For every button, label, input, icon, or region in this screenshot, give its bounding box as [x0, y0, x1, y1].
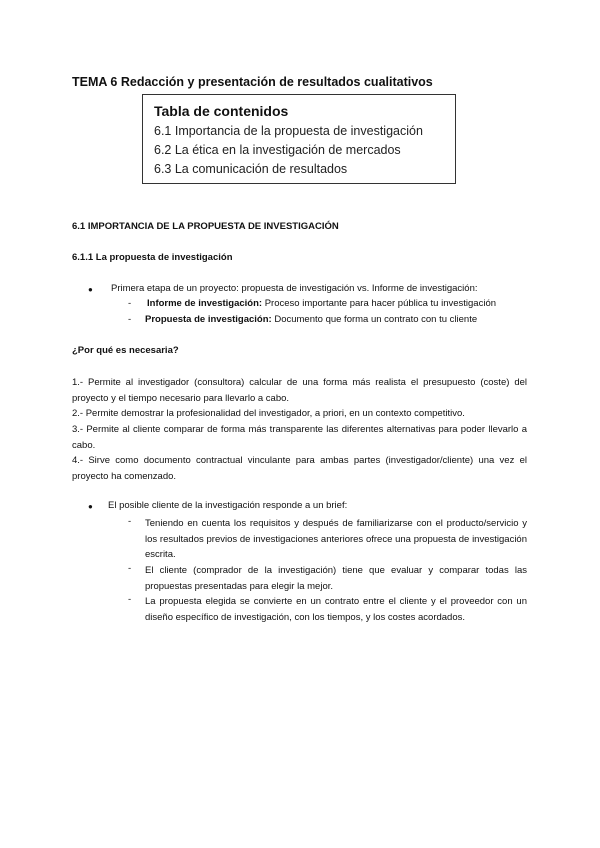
- bullet-icon: ●: [88, 502, 93, 511]
- question-heading: ¿Por qué es necesaria?: [72, 345, 179, 356]
- description: Proceso importante para hacer pública tu investigación: [262, 298, 497, 309]
- list-item: El cliente (comprador de la investigación) tiene que evaluar y comparar todas las propuestas presentadas para elegir la mejor.: [145, 565, 527, 592]
- list-item: La propuesta elegida se convierte en un contrato entre el cliente y el proveedor con un diseño específico de investigación, con los tiempos, y los costes acordados.: [145, 596, 527, 623]
- paragraph: 2.- Permite demostrar la profesionalidad del investigador, a priori, en un contexto competitivo.: [72, 408, 465, 419]
- table-of-contents: [142, 94, 456, 184]
- description: Documento que forma un contrato con tu cliente: [271, 314, 478, 325]
- dash-marker: -: [128, 563, 132, 574]
- paragraph: 3.- Permite al cliente comparar de forma más transparente las diferentes alternativas para poder llevarlo a cabo.: [72, 424, 527, 451]
- subsection-heading: 6.1.1 La propuesta de investigación: [72, 252, 233, 263]
- dash-marker: -: [128, 516, 132, 527]
- bullet-text: Primera etapa de un proyecto: propuesta de investigación vs. Informe de investigación:: [111, 283, 478, 294]
- term: Propuesta de investigación:: [145, 314, 272, 325]
- page-title: TEMA 6 Redacción y presentación de resultados cualitativos: [72, 75, 433, 89]
- term: Informe de investigación:: [147, 298, 263, 309]
- toc-item: 6.1 Importancia de la propuesta de investigación: [154, 124, 423, 138]
- section-heading: 6.1 IMPORTANCIA DE LA PROPUESTA DE INVESTIGACIÓN: [72, 221, 339, 232]
- dash-marker: -: [128, 298, 132, 309]
- list-item: [147, 298, 496, 309]
- dash-marker: -: [128, 594, 132, 605]
- bullet-icon: ●: [88, 285, 93, 294]
- toc-item: 6.3 La comunicación de resultados: [154, 162, 348, 176]
- toc-heading: Tabla de contenidos: [154, 103, 289, 119]
- toc-item: 6.2 La ética en la investigación de mercados: [154, 143, 401, 157]
- bullet-text: El posible cliente de la investigación responde a un brief:: [108, 500, 348, 511]
- list-item: Teniendo en cuenta los requisitos y después de familiarizarse con el producto/servicio y los resultados previos de investigaciones anteriores ofrece una propuesta de investigación escrita.: [145, 518, 527, 560]
- dash-marker: -: [128, 314, 132, 325]
- paragraph: 4.- Sirve como documento contractual vinculante para ambas partes (investigador/cliente) una vez el proyecto ha comenzado.: [72, 455, 527, 482]
- paragraph: 1.- Permite al investigador (consultora) calcular de una forma más realista el presupuesto (coste) del proyecto y el tiempo necesario para llevarlo a cabo.: [72, 377, 527, 404]
- list-item: [145, 314, 477, 325]
